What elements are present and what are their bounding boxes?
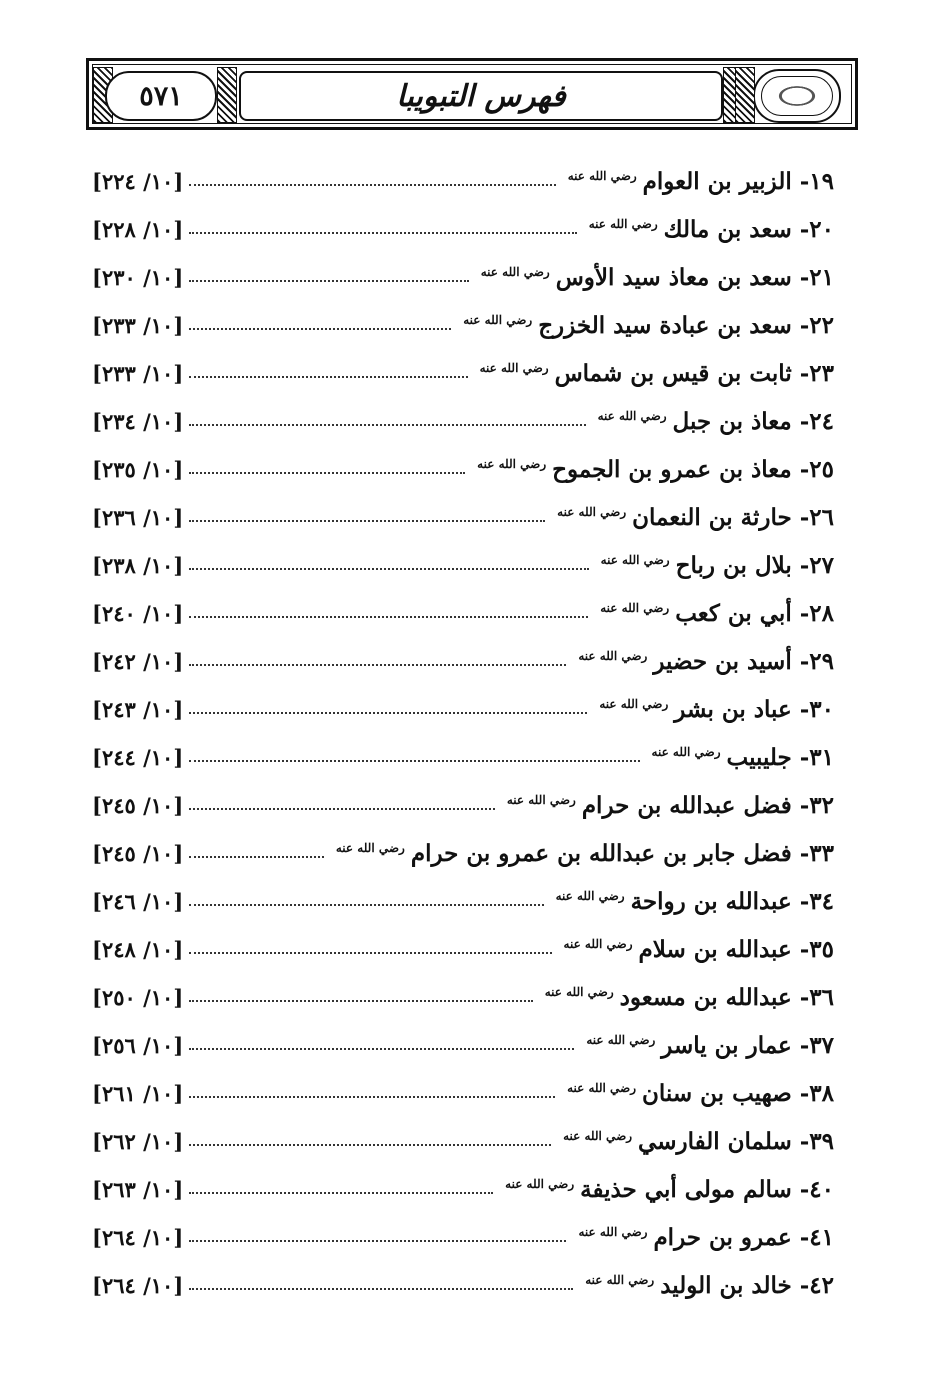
index-entry: [92, 740, 834, 774]
honorific-mark: رضي الله عنه: [463, 312, 533, 327]
entry-reference: [١٠/ ٢٣٦]: [92, 504, 184, 530]
running-title: فهرس التبويبا: [239, 71, 723, 121]
leader-dots: [189, 698, 587, 714]
entry-title: ٣٣- فضل جابر بن عبدالله بن عمرو بن حرام: [410, 839, 834, 867]
honorific-mark: رضي الله عنه: [506, 792, 576, 807]
leader-dots: [189, 410, 585, 426]
index-entry: [92, 212, 834, 246]
entry-reference: [١٠/ ٢٤٦]: [92, 888, 184, 914]
entry-reference: [١٠/ ٢٦٢]: [92, 1128, 184, 1154]
honorific-mark: رضي الله عنه: [586, 1032, 656, 1047]
honorific-mark: رضي الله عنه: [600, 600, 670, 615]
entry-reference: [١٠/ ٢٦٤]: [92, 1272, 184, 1298]
entry-title: ٢٦- حارثة بن النعمان: [632, 503, 834, 531]
honorific-mark: رضي الله عنه: [555, 888, 625, 903]
entry-reference: [١٠/ ٢٤٥]: [92, 792, 184, 818]
index-entry: [92, 1124, 834, 1158]
index-entry: [92, 980, 834, 1014]
honorific-mark: رضي الله عنه: [544, 984, 614, 999]
honorific-mark: رضي الله عنه: [557, 504, 627, 519]
index-entry: [92, 1268, 834, 1302]
index-entry: [92, 1172, 834, 1206]
entry-title: ٢٧- بلال بن رباح: [675, 551, 834, 579]
entry-title: ١٩- الزبير بن العوام: [642, 167, 834, 195]
index-entry: [92, 596, 834, 630]
leader-dots: [189, 458, 465, 474]
leader-dots: [189, 1274, 573, 1290]
entry-reference: [١٠/ ٢٣٠]: [92, 264, 184, 290]
entry-title: ٣٩- سلمان الفارسي: [638, 1127, 834, 1155]
leader-dots: [189, 266, 468, 282]
entry-reference: [١٠/ ٢٤٣]: [92, 696, 184, 722]
entry-reference: [١٠/ ٢٦٤]: [92, 1224, 184, 1250]
honorific-mark: رضي الله عنه: [600, 552, 670, 567]
honorific-mark: رضي الله عنه: [578, 648, 648, 663]
leader-dots: [189, 746, 639, 762]
entry-reference: [١٠/ ٢٤٠]: [92, 600, 184, 626]
entry-title: ٢١- سعد بن معاذ سيد الأوس: [555, 263, 834, 291]
index-entry: [92, 1076, 834, 1110]
leader-dots: [189, 890, 543, 906]
leader-dots: [189, 506, 545, 522]
leader-dots: [189, 554, 588, 570]
index-entry: [92, 692, 834, 726]
honorific-mark: رضي الله عنه: [505, 1176, 575, 1191]
entry-title: ٢٣- ثابت بن قيس بن شماس: [554, 359, 834, 387]
entry-title: ٢٨- أبي بن كعب: [675, 599, 834, 627]
entry-title: ٤٠- سالم مولى أبي حذيفة: [580, 1175, 834, 1203]
entry-reference: [١٠/ ٢٣٤]: [92, 408, 184, 434]
honorific-mark: رضي الله عنه: [578, 1224, 648, 1239]
index-entry: [92, 1028, 834, 1062]
entry-reference: [١٠/ ٢٦١]: [92, 1080, 184, 1106]
entry-reference: [١٠/ ٢٣٨]: [92, 552, 184, 578]
index-entry: [92, 452, 834, 486]
honorific-mark: رضي الله عنه: [335, 840, 405, 855]
leader-dots: [189, 986, 532, 1002]
index-entry: [92, 932, 834, 966]
entry-title: ٢٢- سعد بن عبادة سيد الخزرج: [538, 311, 834, 339]
index-entry: [92, 308, 834, 342]
honorific-mark: رضي الله عنه: [651, 744, 721, 759]
index-entry: [92, 500, 834, 534]
entry-reference: [١٠/ ٢٤٥]: [92, 840, 184, 866]
leader-dots: [189, 1178, 493, 1194]
entry-reference: [١٠/ ٢٣٣]: [92, 312, 184, 338]
leader-dots: [189, 1130, 551, 1146]
leader-dots: [189, 650, 566, 666]
entry-title: ٣٦- عبدالله بن مسعود: [619, 983, 834, 1011]
entry-reference: [١٠/ ٢٢٨]: [92, 216, 184, 242]
leader-dots: [189, 170, 555, 186]
honorific-mark: رضي الله عنه: [585, 1272, 655, 1287]
entry-reference: [١٠/ ٢٤٢]: [92, 648, 184, 674]
leader-dots: [189, 314, 451, 330]
leader-dots: [189, 602, 588, 618]
entry-title: ٣٢- فضل عبدالله بن حرام: [581, 791, 834, 819]
index-entry: [92, 260, 834, 294]
index-entry: [92, 884, 834, 918]
index-entry: [92, 164, 834, 198]
entry-title: ٣١- جليبيب: [726, 743, 834, 771]
entry-reference: [١٠/ ٢٦٣]: [92, 1176, 184, 1202]
entry-reference: [١٠/ ٢٢٤]: [92, 168, 184, 194]
honorific-mark: رضي الله عنه: [588, 216, 658, 231]
index-entry: [92, 644, 834, 678]
index-entry: [92, 788, 834, 822]
honorific-mark: رضي الله عنه: [477, 456, 547, 471]
entry-title: ٣٠- عباد بن بشر: [674, 695, 834, 723]
entry-title: ٣٥- عبدالله بن سلام: [638, 935, 834, 963]
entry-reference: [١٠/ ٢٤٨]: [92, 936, 184, 962]
entry-reference: [١٠/ ٢٣٣]: [92, 360, 184, 386]
entry-reference: [١٠/ ٢٥٠]: [92, 984, 184, 1010]
entry-title: ٣٧- عمار بن ياسر: [661, 1031, 834, 1059]
leader-dots: [189, 1034, 574, 1050]
honorific-mark: رضي الله عنه: [563, 1128, 633, 1143]
honorific-mark: رضي الله عنه: [480, 264, 550, 279]
entry-title: ٤٢- خالد بن الوليد: [660, 1271, 834, 1299]
entry-reference: [١٠/ ٢٤٤]: [92, 744, 184, 770]
entry-title: ٢٤- معاذ بن جبل: [672, 407, 834, 435]
entry-title: ٤١- عمرو بن حرام: [653, 1223, 834, 1251]
leader-dots: [189, 794, 495, 810]
index-entry: [92, 836, 834, 870]
leader-dots: [189, 1226, 566, 1242]
entry-title: ٢٥- معاذ بن عمرو بن الجموح: [552, 455, 834, 483]
index-entry: [92, 1220, 834, 1254]
entry-reference: [١٠/ ٢٣٥]: [92, 456, 184, 482]
leader-dots: [189, 842, 324, 858]
index-entry: [92, 404, 834, 438]
leader-dots: [189, 218, 576, 234]
entry-title: ٢٠- سعد بن مالك: [663, 215, 834, 243]
entry-title: ٢٩- أسيد بن حضير: [653, 647, 834, 675]
page-number: ٥٧١: [105, 71, 217, 121]
leader-dots: [189, 362, 467, 378]
entry-title: ٣٨- صهيب بن سنان: [642, 1079, 834, 1107]
index-entry: [92, 548, 834, 582]
honorific-mark: رضي الله عنه: [597, 408, 667, 423]
leader-dots: [189, 1082, 555, 1098]
leader-dots: [189, 938, 551, 954]
index-entry: [92, 356, 834, 390]
entry-title: ٣٤- عبدالله بن رواحة: [630, 887, 834, 915]
entry-reference: [١٠/ ٢٥٦]: [92, 1032, 184, 1058]
honorific-mark: رضي الله عنه: [479, 360, 549, 375]
honorific-mark: رضي الله عنه: [599, 696, 669, 711]
honorific-mark: رضي الله عنه: [563, 936, 633, 951]
honorific-mark: رضي الله عنه: [567, 1080, 637, 1095]
honorific-mark: رضي الله عنه: [567, 168, 637, 183]
